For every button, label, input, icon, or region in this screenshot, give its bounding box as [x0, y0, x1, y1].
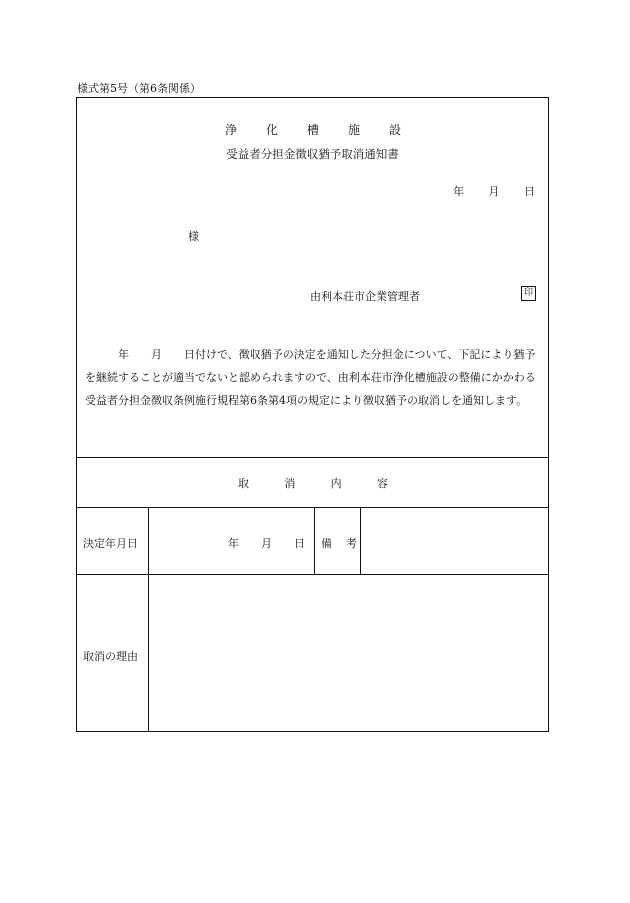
document-title: 受益者分担金徴収猶予取消通知書 [226, 147, 399, 161]
seal-stamp: 印 [521, 286, 536, 301]
remarks-char: 考 [346, 537, 357, 550]
title-char: 化 [265, 123, 278, 137]
addressee-suffix: 様 [188, 230, 199, 243]
decision-month: 月 [261, 537, 272, 550]
column-divider [314, 507, 315, 574]
date-year: 年 [453, 185, 464, 198]
decision-date-label: 決定年月日 [83, 537, 138, 550]
date-month: 月 [488, 185, 500, 198]
divider [77, 574, 548, 575]
remarks-char: 備 [321, 537, 332, 550]
heading-char: 取 [238, 477, 249, 490]
form-number: 様式第5号（第6条関係） [77, 82, 201, 95]
remarks-label [321, 535, 357, 551]
column-divider [148, 507, 149, 732]
details-heading [238, 475, 388, 491]
column-divider [360, 507, 361, 574]
decision-year: 年 [228, 537, 239, 550]
decision-day: 日 [294, 537, 305, 550]
date-day: 日 [524, 185, 535, 198]
decision-date-field[interactable] [228, 535, 305, 551]
sender-name: 由利本荘市企業管理者 [310, 290, 420, 303]
title-char: 施 [347, 123, 360, 137]
issue-date [453, 183, 535, 199]
heading-char: 消 [284, 477, 296, 490]
title-char: 浄 [225, 123, 238, 137]
divider [77, 457, 548, 458]
title-char: 槽 [306, 123, 319, 137]
title-facility [225, 121, 401, 138]
reason-label: 取消の理由 [83, 650, 138, 663]
notice-body: 年 月 日付けで、徴収猶予の決定を通知した分担金について、下記により猶予を継続することが適当でないと認められますので、由利本荘市浄化槽施設の整備にかかわる受益者分担金徴収条例施行規程第6条第4項の規定により徴収猶予の取消しを通知します。 [85, 348, 536, 407]
title-char: 設 [388, 123, 401, 137]
heading-char: 容 [376, 477, 388, 490]
notice-form [76, 97, 549, 732]
heading-char: 内 [330, 477, 342, 490]
